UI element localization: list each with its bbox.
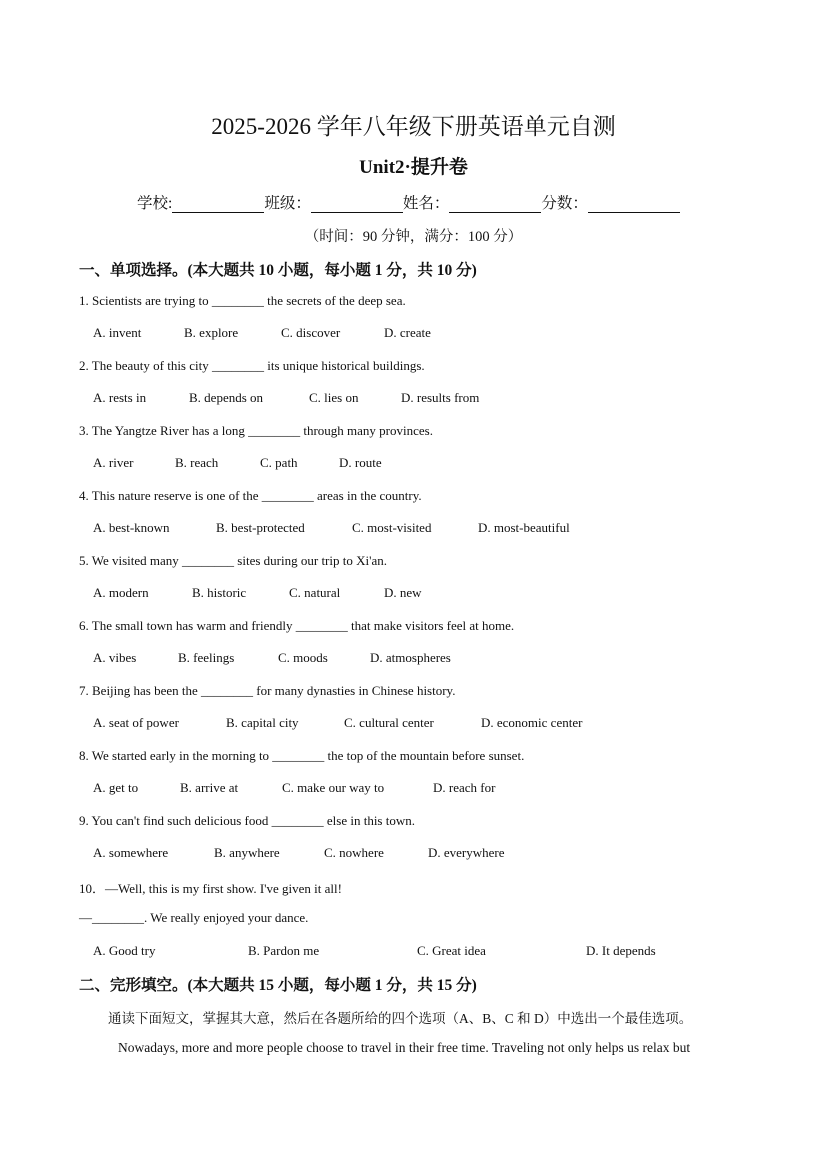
option-c[interactable]: C. Great idea <box>417 943 486 958</box>
question-text: 6. The small town has warm and friendly ________ that make visitors feel at home. <box>79 618 515 633</box>
option-b[interactable]: B. reach <box>175 455 219 470</box>
question-text: 9. You can't find such delicious food ________ else in this town. <box>79 813 415 828</box>
option-d[interactable]: D. most-beautiful <box>478 520 570 535</box>
question-text: 5. We visited many ________ sites during our trip to Xi'an. <box>79 553 387 568</box>
option-b[interactable]: B. depends on <box>189 390 264 405</box>
option-d[interactable]: D. everywhere <box>428 845 505 860</box>
score-label: 分数： <box>541 195 588 212</box>
student-info-row <box>137 191 680 213</box>
option-c[interactable]: C. lies on <box>309 390 359 405</box>
exam-subtitle: Unit2·提升卷 <box>359 157 468 178</box>
option-a[interactable]: A. river <box>93 455 134 470</box>
option-c[interactable]: C. cultural center <box>344 715 434 730</box>
option-a[interactable]: A. Good try <box>93 943 156 958</box>
option-d[interactable]: D. results from <box>401 390 480 405</box>
name-blank[interactable] <box>449 196 541 213</box>
question-response-line: —________. We really enjoyed your dance. <box>79 910 309 925</box>
option-b[interactable]: B. anywhere <box>214 845 280 860</box>
option-b[interactable]: B. Pardon me <box>248 943 320 958</box>
option-c[interactable]: C. moods <box>278 650 328 665</box>
question-text: 7. Beijing has been the ________ for many dynasties in Chinese history. <box>79 683 456 698</box>
section-heading: 二、完形填空。(本大题共 15 小题，每小题 1 分，共 15 分) <box>79 977 477 994</box>
option-d[interactable]: D. create <box>384 325 431 340</box>
option-b[interactable]: B. arrive at <box>180 780 239 795</box>
name-label: 姓名： <box>402 195 450 212</box>
option-c[interactable]: C. make our way to <box>282 780 385 795</box>
option-b[interactable]: B. best-protected <box>216 520 305 535</box>
option-a[interactable]: A. invent <box>93 325 142 340</box>
option-a[interactable]: A. vibes <box>93 650 137 665</box>
option-b[interactable]: B. historic <box>192 585 247 600</box>
option-d[interactable]: D. route <box>339 455 382 470</box>
option-d[interactable]: D. It depends <box>586 943 656 958</box>
option-c[interactable]: C. most-visited <box>352 520 432 535</box>
option-c[interactable]: C. nowhere <box>324 845 384 860</box>
time-note: （时间：90 分钟，满分：100 分） <box>304 229 523 245</box>
option-a[interactable]: A. seat of power <box>93 715 179 730</box>
question-text: 1. Scientists are trying to ________ the secrets of the deep sea. <box>79 293 406 308</box>
school-blank[interactable] <box>172 196 264 213</box>
question-text: 10．—Well, this is my first show. I've given it all! <box>79 881 342 896</box>
class-blank[interactable] <box>311 196 403 213</box>
class-label: 班级： <box>264 195 311 212</box>
school-label: 学校: <box>137 195 173 212</box>
exam-title: 2025-2026 学年八年级下册英语单元自测 <box>211 114 616 139</box>
section-heading: 一、单项选择。(本大题共 10 小题，每小题 1 分，共 10 分) <box>79 262 477 279</box>
option-a[interactable]: A. best-known <box>93 520 170 535</box>
option-a[interactable]: A. modern <box>93 585 149 600</box>
option-a[interactable]: A. get to <box>93 780 139 795</box>
option-b[interactable]: B. feelings <box>178 650 235 665</box>
option-a[interactable]: A. somewhere <box>93 845 169 860</box>
option-c[interactable]: C. discover <box>281 325 341 340</box>
option-d[interactable]: D. atmospheres <box>370 650 451 665</box>
option-d[interactable]: D. new <box>384 585 422 600</box>
question-text: 3. The Yangtze River has a long ________ through many provinces. <box>79 423 433 438</box>
question-text: 2. The beauty of this city ________ its unique historical buildings. <box>79 358 425 373</box>
option-a[interactable]: A. rests in <box>93 390 147 405</box>
option-c[interactable]: C. natural <box>289 585 341 600</box>
option-d[interactable]: D. economic center <box>481 715 583 730</box>
score-blank[interactable] <box>588 196 680 213</box>
option-c[interactable]: C. path <box>260 455 298 470</box>
question-text: 4. This nature reserve is one of the ________ areas in the country. <box>79 488 422 503</box>
option-b[interactable]: B. explore <box>184 325 239 340</box>
option-d[interactable]: D. reach for <box>433 780 496 795</box>
option-b[interactable]: B. capital city <box>226 715 299 730</box>
passage-text: Nowadays, more and more people choose to travel in their free time. Traveling not only helps us relax but <box>118 1040 691 1055</box>
section-instruction: 通读下面短文，掌握其大意，然后在各题所给的四个选项（A、B、C 和 D）中选出一个最佳选项。 <box>108 1011 693 1026</box>
question-text: 8. We started early in the morning to ________ the top of the mountain before sunset. <box>79 748 525 763</box>
